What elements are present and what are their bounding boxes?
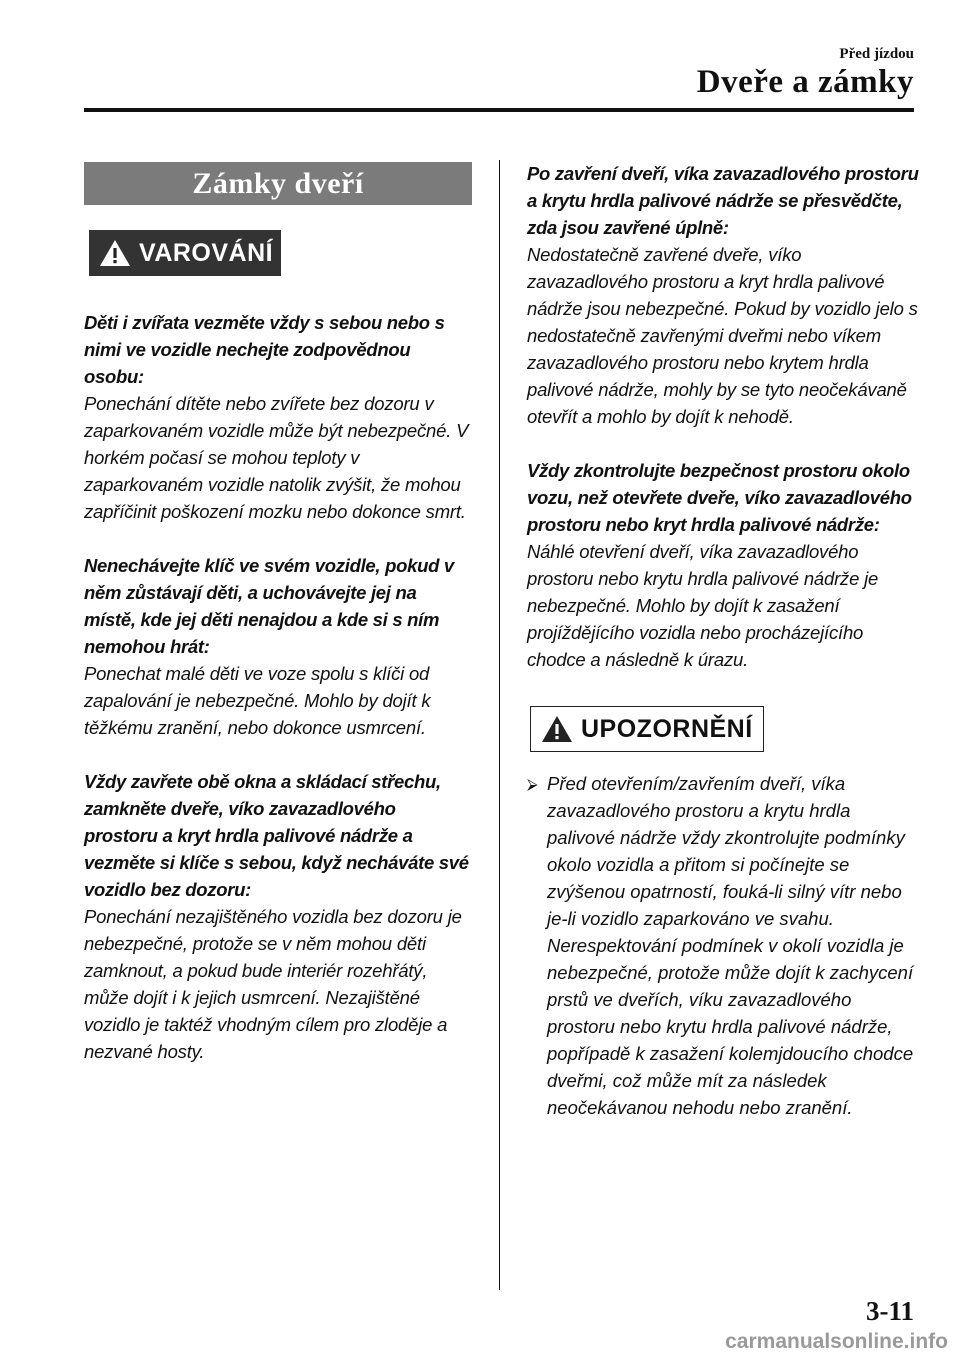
page-number: 3-11 [865, 1296, 914, 1326]
warning-badge [89, 230, 281, 276]
header-rule [84, 108, 914, 112]
caution-item-text: Před otevřením/zavřením dveří, víka zavazadlového prostoru a krytu hrdla palivové nádrže vždy zkontrolujte podmínky okolo vozidla a přitom si počínejte se zvýšenou opatrností, fouká-li silný vítr nebo je-li vozidlo zaparkováno ve svahu. Nerespektování podmínek v okolí vozidla je nebezpečné, protože může dojít k zachycení prstů ve dveřích, víku zavazadlového prostoru nebo krytu hrdla palivové nádrže, popřípadě k zasažení kolemjdoucího chodce dveřmi, což může mít za následek neočekávanou nehodu nebo zranění. [547, 773, 914, 1118]
warning-block-3 [84, 768, 472, 1065]
warning-block-body: Nedostatečně zavřené dveře, víko zavazadlového prostoru a kryt hrdla palivové nádrže jsou nebezpečné. Pokud by vozidlo jelo s nedostatečně zavřenými dveřmi nebo víkem zavazadlového prostoru nebo krytem hrdla palivové nádrže, mohly by se tyto neočekávaně otevřít a mohlo by dojít k nehodě. [527, 244, 918, 427]
warning-block-title: Vždy zavřete obě okna a skládací střechu, zamkněte dveře, víko zavazadlového prostoru a kryt hrdla palivové nádrže a vezměte si klíče s sebou, když necháváte své vozidlo bez dozoru: [84, 771, 469, 900]
warning-block-body: Ponechání nezajištěného vozidla bez dozoru je nebezpečné, protože se v něm mohou děti zamknout, a pokud bude interiér rozehřátý, může dojít i k jejich usmrcení. Nezajištěné vozidlo je taktéž vhodným cílem pro zloděje a nezvané hosty. [84, 906, 462, 1062]
warning-block-title: Po zavření dveří, víka zavazadlového prostoru a krytu hrdla palivové nádrže se přesvědčte, zda jsou zavřené úplně: [527, 163, 919, 238]
warning-block-body: Náhlé otevření dveří, víka zavazadlového prostoru nebo krytu hrdla palivové nádrže je nebezpečné. Mohlo by dojít k zasažení projíždějícího vozidla nebo procházejícího chodce a následně k úrazu. [527, 541, 879, 670]
column-divider [499, 160, 500, 1290]
caution-list-item [527, 770, 919, 1121]
watermark: carmanualsonline.info [725, 1330, 948, 1353]
header-title: Dveře a zámky [696, 64, 914, 100]
warning-block-2 [84, 552, 472, 741]
warning-block-5 [527, 457, 919, 673]
warning-triangle-icon [99, 239, 131, 267]
warning-label: VAROVÁNÍ [139, 238, 274, 267]
bullet-arrow-icon: ⮚ [527, 776, 538, 793]
caution-triangle-icon [541, 715, 573, 743]
caution-badge [530, 706, 764, 752]
right-column [527, 160, 919, 1121]
warning-block-title: Děti i zvířata vezměte vždy s sebou nebo s nimi ve vozidle nechejte zodpovědnou osobu: [84, 312, 445, 387]
warning-block-body: Ponechat malé děti ve voze spolu s klíči od zapalování je nebezpečné. Mohlo by dojít k těžkému zranění, nebo dokonce usmrcení. [84, 663, 431, 738]
warning-block-4 [527, 160, 919, 430]
left-column [84, 162, 472, 1065]
section-title: Zámky dveří [84, 162, 472, 205]
header-subtitle: Před jízdou [839, 46, 914, 62]
warning-block-title: Nenechávejte klíč ve svém vozidle, pokud v něm zůstávají děti, a uchovávejte jej na místě, kde jej děti nenajdou a kde si s ním nemohou hrát: [84, 555, 454, 657]
caution-list [527, 770, 919, 1121]
warning-block-body: Ponechání dítěte nebo zvířete bez dozoru v zaparkovaném vozidle může být nebezpečné. V horkém počasí se mohou teploty v zaparkovaném vozidle natolik zvýšit, že mohou zapříčinit poškození mozku nebo dokonce smrt. [84, 393, 469, 522]
warning-block-title: Vždy zkontrolujte bezpečnost prostoru okolo vozu, než otevřete dveře, víko zavazadlového prostoru nebo kryt hrdla palivové nádrže: [527, 460, 912, 535]
warning-block-1 [84, 309, 472, 525]
caution-label: UPOZORNĚNÍ [581, 714, 753, 743]
